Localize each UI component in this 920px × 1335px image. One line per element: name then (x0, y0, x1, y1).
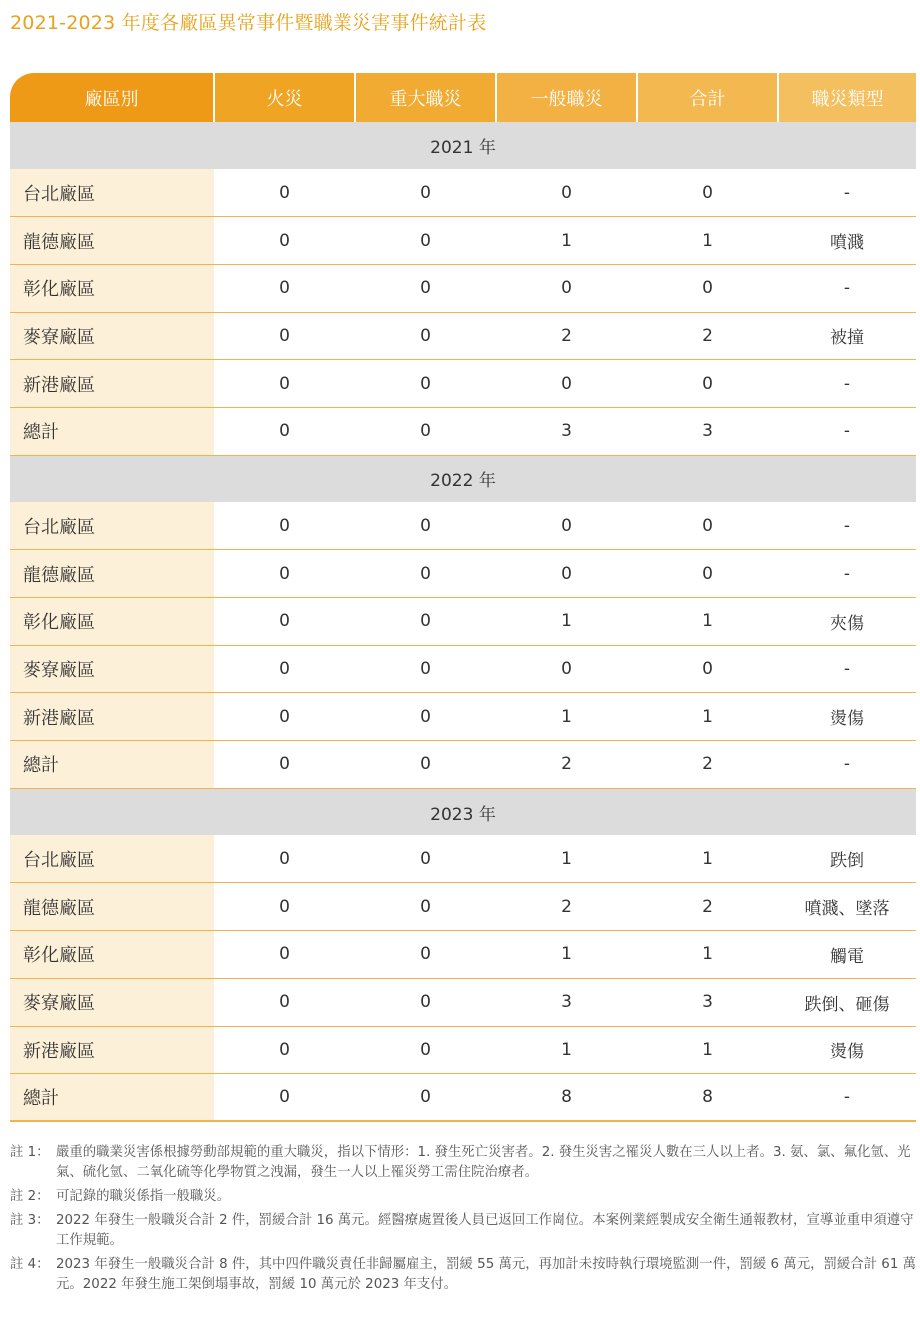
injury-type-cell: - (778, 407, 916, 455)
plant-cell: 麥寮廠區 (10, 645, 214, 693)
major-injury-cell: 0 (355, 598, 496, 646)
footnote-text: 2022 年發生一般職災合計 2 件，罰緩合計 16 萬元。經醫療處置後人員已返回工作崗位。本案例業經製成安全衛生通報教材，宣導並重申須遵守工作規範。 (56, 1213, 914, 1248)
total-cell: 0 (637, 169, 778, 217)
major-injury-cell: 0 (355, 741, 496, 789)
general-injury-cell: 1 (496, 1026, 637, 1074)
plant-cell: 台北廠區 (10, 169, 214, 217)
table-row (10, 502, 916, 550)
major-injury-cell: 0 (355, 978, 496, 1026)
general-injury-cell: 3 (496, 407, 637, 455)
general-injury-cell: 0 (496, 550, 637, 598)
major-injury-cell: 0 (355, 1074, 496, 1122)
major-injury-cell: 0 (355, 407, 496, 455)
injury-type-cell: - (778, 741, 916, 789)
general-injury-cell: 1 (496, 931, 637, 979)
fire-cell: 0 (214, 264, 355, 312)
total-cell: 3 (637, 978, 778, 1026)
plant-cell: 總計 (10, 1074, 214, 1122)
fire-cell: 0 (214, 931, 355, 979)
fire-cell: 0 (214, 883, 355, 931)
plant-cell: 麥寮廠區 (10, 978, 214, 1026)
table-row (10, 883, 916, 931)
major-injury-cell: 0 (355, 550, 496, 598)
major-injury-cell: 0 (355, 312, 496, 360)
total-cell: 1 (637, 693, 778, 741)
table-row (10, 264, 916, 312)
table-row (10, 1074, 916, 1122)
major-injury-cell: 0 (355, 1026, 496, 1074)
total-cell: 0 (637, 645, 778, 693)
general-injury-cell: 1 (496, 693, 637, 741)
general-injury-cell: 0 (496, 169, 637, 217)
footnote-text: 可記錄的職災係指一般職災。 (56, 1189, 231, 1204)
general-injury-cell: 2 (496, 741, 637, 789)
fire-cell: 0 (214, 1074, 355, 1122)
total-cell: 0 (637, 264, 778, 312)
plant-cell: 龍德廠區 (10, 883, 214, 931)
fire-cell: 0 (214, 360, 355, 408)
table-row (10, 407, 916, 455)
plant-cell: 彰化廠區 (10, 598, 214, 646)
fire-cell: 0 (214, 407, 355, 455)
fire-cell: 0 (214, 693, 355, 741)
total-cell: 1 (637, 931, 778, 979)
year-label: 2021 年 (10, 122, 916, 169)
footnote-label: 註 1： (10, 1145, 50, 1160)
injury-type-cell: 燙傷 (778, 693, 916, 741)
injury-type-cell: - (778, 264, 916, 312)
header-plant: 廠區別 (10, 73, 214, 122)
plant-cell: 彰化廠區 (10, 931, 214, 979)
table-header-row (10, 73, 916, 122)
major-injury-cell: 0 (355, 645, 496, 693)
fire-cell: 0 (214, 502, 355, 550)
header-fire: 火災 (214, 73, 355, 122)
table-row (10, 978, 916, 1026)
general-injury-cell: 2 (496, 883, 637, 931)
footnote-label: 註 3： (10, 1213, 50, 1228)
footnote-text: 嚴重的職業災害係根據勞動部規範的重大職災，指以下情形：1. 發生死亡災害者。2. 發生災害之罹災人數在三人以上者。3. 氨、氯、氟化氫、光氣、硫化氫、二氧化硫等化學物質之洩漏，發生一人以上罹災勞工需住院治療者。 (56, 1145, 911, 1180)
fire-cell: 0 (214, 598, 355, 646)
table-row (10, 550, 916, 598)
fire-cell: 0 (214, 1026, 355, 1074)
footnote-label: 註 2： (10, 1189, 50, 1204)
table-row (10, 217, 916, 265)
footnote-1 (10, 1143, 918, 1183)
general-injury-cell: 0 (496, 645, 637, 693)
plant-cell: 彰化廠區 (10, 264, 214, 312)
footnote-label: 註 4： (10, 1257, 50, 1272)
plant-cell: 龍德廠區 (10, 550, 214, 598)
fire-cell: 0 (214, 217, 355, 265)
total-cell: 1 (637, 1026, 778, 1074)
injury-type-cell: - (778, 645, 916, 693)
total-cell: 2 (637, 883, 778, 931)
table-row (10, 1026, 916, 1074)
injury-type-cell: - (778, 502, 916, 550)
fire-cell: 0 (214, 169, 355, 217)
injury-type-cell: 跌倒、砸傷 (778, 978, 916, 1026)
footnote-4 (10, 1255, 918, 1295)
injury-type-cell: - (778, 550, 916, 598)
general-injury-cell: 1 (496, 217, 637, 265)
footnote-text: 2023 年發生一般職災合計 8 件，其中四件職災責任非歸屬雇主，罰緩 55 萬元，再加計未按時執行環境監測一件，罰緩 6 萬元，罰緩合計 61 萬元。2022 年發生施工架倒塌事故，罰緩 10 萬元於 2023 年支付。 (56, 1257, 916, 1292)
injury-type-cell: 觸電 (778, 931, 916, 979)
injury-type-cell: 被撞 (778, 312, 916, 360)
footnote-2 (10, 1187, 918, 1207)
plant-cell: 龍德廠區 (10, 217, 214, 265)
header-major-injury: 重大職災 (355, 73, 496, 122)
injury-type-cell: 夾傷 (778, 598, 916, 646)
statistics-table (10, 73, 916, 1122)
table-row (10, 645, 916, 693)
fire-cell: 0 (214, 835, 355, 883)
table-row (10, 835, 916, 883)
total-cell: 2 (637, 312, 778, 360)
table-row (10, 931, 916, 979)
injury-type-cell: 燙傷 (778, 1026, 916, 1074)
plant-cell: 新港廠區 (10, 693, 214, 741)
table-row (10, 693, 916, 741)
total-cell: 1 (637, 217, 778, 265)
plant-cell: 新港廠區 (10, 360, 214, 408)
footnotes (10, 1143, 918, 1299)
total-cell: 0 (637, 550, 778, 598)
general-injury-cell: 1 (496, 598, 637, 646)
general-injury-cell: 0 (496, 264, 637, 312)
fire-cell: 0 (214, 645, 355, 693)
total-cell: 1 (637, 835, 778, 883)
table-row (10, 598, 916, 646)
plant-cell: 總計 (10, 741, 214, 789)
year-label: 2022 年 (10, 455, 916, 502)
fire-cell: 0 (214, 741, 355, 789)
major-injury-cell: 0 (355, 217, 496, 265)
page-title: 2021-2023 年度各廠區異常事件暨職業災害事件統計表 (10, 12, 487, 34)
header-general-injury: 一般職災 (496, 73, 637, 122)
injury-type-cell: 噴濺 (778, 217, 916, 265)
year-row (10, 788, 916, 835)
table-row (10, 741, 916, 789)
table-row (10, 360, 916, 408)
major-injury-cell: 0 (355, 931, 496, 979)
general-injury-cell: 0 (496, 360, 637, 408)
injury-type-cell: - (778, 360, 916, 408)
major-injury-cell: 0 (355, 693, 496, 741)
major-injury-cell: 0 (355, 502, 496, 550)
injury-type-cell: - (778, 1074, 916, 1122)
general-injury-cell: 8 (496, 1074, 637, 1122)
plant-cell: 台北廠區 (10, 835, 214, 883)
table-row (10, 169, 916, 217)
plant-cell: 麥寮廠區 (10, 312, 214, 360)
header-injury-type: 職災類型 (778, 73, 916, 122)
total-cell: 0 (637, 360, 778, 408)
major-injury-cell: 0 (355, 883, 496, 931)
total-cell: 2 (637, 741, 778, 789)
major-injury-cell: 0 (355, 264, 496, 312)
total-cell: 8 (637, 1074, 778, 1122)
year-row (10, 122, 916, 169)
year-row (10, 455, 916, 502)
total-cell: 0 (637, 502, 778, 550)
plant-cell: 新港廠區 (10, 1026, 214, 1074)
general-injury-cell: 2 (496, 312, 637, 360)
plant-cell: 台北廠區 (10, 502, 214, 550)
injury-type-cell: 跌倒 (778, 835, 916, 883)
fire-cell: 0 (214, 312, 355, 360)
major-injury-cell: 0 (355, 169, 496, 217)
header-total: 合計 (637, 73, 778, 122)
year-label: 2023 年 (10, 788, 916, 835)
general-injury-cell: 0 (496, 502, 637, 550)
plant-cell: 總計 (10, 407, 214, 455)
major-injury-cell: 0 (355, 360, 496, 408)
total-cell: 1 (637, 598, 778, 646)
major-injury-cell: 0 (355, 835, 496, 883)
fire-cell: 0 (214, 978, 355, 1026)
footnote-3 (10, 1211, 918, 1251)
general-injury-cell: 3 (496, 978, 637, 1026)
injury-type-cell: 噴濺、墜落 (778, 883, 916, 931)
fire-cell: 0 (214, 550, 355, 598)
table-row (10, 312, 916, 360)
total-cell: 3 (637, 407, 778, 455)
general-injury-cell: 1 (496, 835, 637, 883)
injury-type-cell: - (778, 169, 916, 217)
